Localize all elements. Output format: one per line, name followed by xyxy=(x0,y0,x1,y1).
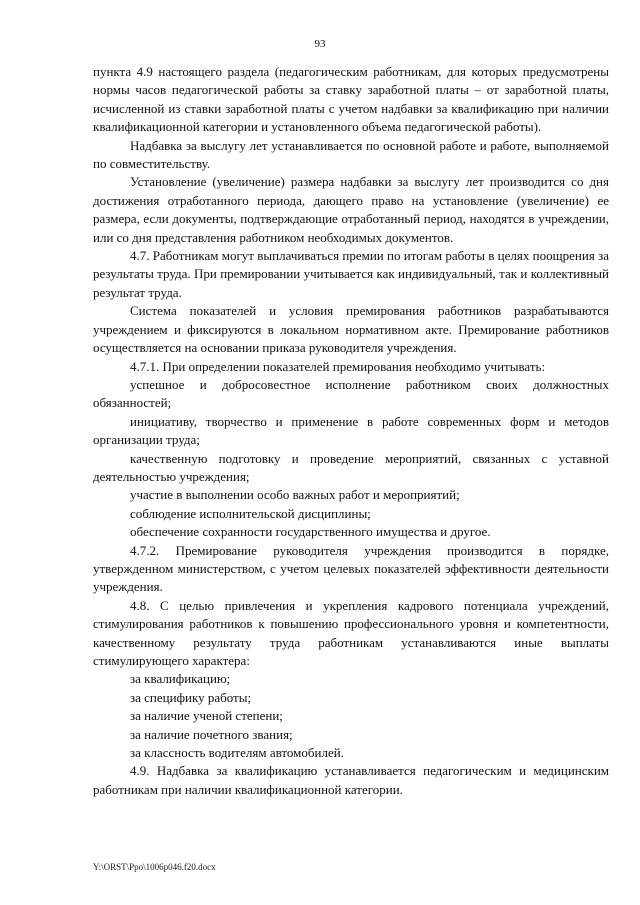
paragraph: Надбавка за выслугу лет устанавливается по основной работе и работе, выполняемой по совместительству. xyxy=(93,137,609,172)
paragraph: 4.7. Работникам могут выплачиваться премии по итогам работы в целях поощрения за результаты труда. При премировании учитывается как индивидуальный, так и коллективный результат труда. xyxy=(93,248,609,300)
list-item: за наличие почетного звания; xyxy=(130,726,293,742)
paragraph: 4.7.1. При определении показателей премирования необходимо учитывать: xyxy=(130,358,546,374)
list-item: за классность водителям автомобилей. xyxy=(130,745,344,761)
paragraph: Установление (увеличение) размера надбавки за выслугу лет производится со дня достижения отработанного периода, дающего право на установление (увеличение) ее размера, если документы, подтверждающие отработанный период, находятся в учреждении, или со дня представления работником необходимых документов. xyxy=(93,174,609,245)
page-number: 93 xyxy=(314,38,326,50)
list-item: обеспечение сохранности государственного имущества и другое. xyxy=(130,524,491,540)
list-item: за наличие ученой степени; xyxy=(130,708,283,724)
paragraph: 4.9. Надбавка за квалификацию устанавливается педагогическим и медицинским работникам при наличии квалификационной категории. xyxy=(93,763,609,797)
list-item: успешное и добросовестное исполнение работником своих должностных обязанностей; xyxy=(93,376,609,411)
paragraph: 4.7.2. Премирование руководителя учреждения производится в порядке, утвержденном министерством, с учетом целевых показателей эффективности деятельности учреждения. xyxy=(93,542,609,595)
paragraph: Система показателей и условия премирования работников разрабатываются учреждением и фиксируются в локальном нормативном акте. Премирование работников осуществляется на основании приказа руководителя учреждения. xyxy=(93,303,609,356)
list-item: соблюдение исполнительской дисциплины; xyxy=(130,505,371,521)
list-item: качественную подготовку и проведение мероприятий, связанных с уставной деятельностью учреждения; xyxy=(93,450,609,484)
document-body xyxy=(93,63,609,799)
list-item: инициативу, творчество и применение в работе современных форм и методов организации труда; xyxy=(93,413,609,448)
paragraph: 4.8. С целью привлечения и укрепления кадрового потенциала учреждений, стимулирования работников к повышению профессионального уровня и компетентности, качественному результату труда работникам устанавливаются иные выплаты стимулирующего характера: xyxy=(93,597,609,668)
footer-file-path: Y:\ORST\Ppo\1006p046.f20.docx xyxy=(93,862,216,872)
list-item: за квалификацию; xyxy=(130,671,231,687)
list-item: за специфику работы; xyxy=(130,689,252,705)
paragraph: пункта 4.9 настоящего раздела (педагогическим работникам, для которых предусмотрены нормы часов педагогической работы за ставку заработной платы – от заработной платы, исчисленной из ставки заработной платы с учетом надбавки за квалификацию при наличии квалификационной категории и установленного объема педагогической работы). xyxy=(93,64,609,135)
list-item: участие в выполнении особо важных работ и мероприятий; xyxy=(130,487,460,503)
